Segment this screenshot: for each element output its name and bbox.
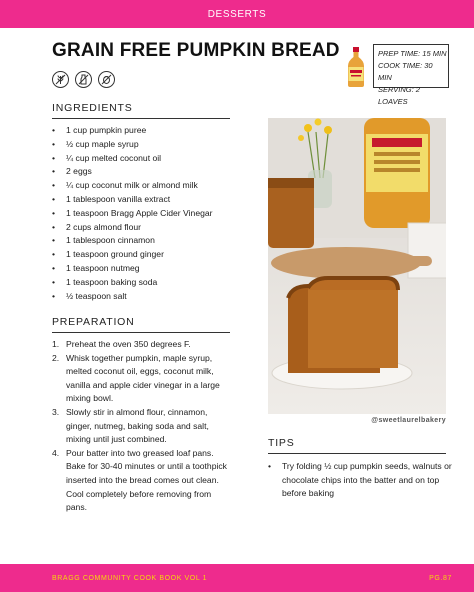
- step-number: 4.: [52, 447, 60, 458]
- step-item: [52, 338, 230, 352]
- step-number: 3.: [52, 406, 60, 417]
- list-item: • 2 eggs: [52, 165, 242, 179]
- serving: SERVING: 2 LOAVES: [378, 85, 420, 106]
- cook-time: COOK TIME: 30 MIN: [378, 61, 433, 82]
- prep-time: PREP TIME: 15 MIN: [378, 49, 447, 58]
- list-item: • ¼ cup melted coconut oil: [52, 152, 242, 166]
- recipe-meta-box: [373, 44, 449, 106]
- step-text: Slowly stir in almond flour, cinnamon, ginger, nutmeg, baking soda and salt, mixing until just combined.: [66, 406, 209, 445]
- grain-free-icon: [52, 71, 69, 88]
- page-footer: [0, 564, 474, 592]
- step-item: [52, 406, 230, 447]
- list-item: • ¼ cup coconut milk or almond milk: [52, 179, 242, 193]
- section-label: DESSERTS: [207, 8, 267, 20]
- recipe-title: GRAIN FREE PUMPKIN BREAD: [52, 40, 340, 61]
- tips-list: [268, 460, 453, 501]
- photo-credit: @sweetlaurelbakery: [371, 417, 446, 424]
- list-item: • 1 cup pumpkin puree: [52, 124, 242, 138]
- list-item: • 1 teaspoon nutmeg: [52, 262, 242, 276]
- tips-divider: [268, 453, 446, 454]
- list-item: • 1 teaspoon baking soda: [52, 276, 242, 290]
- step-text: Pour batter into two greased loaf pans. Bake for 30-40 minutes or until a toothpick inserted into the bread comes out clean. Cool completely before removing from pans.: [66, 447, 227, 513]
- list-item: • 1 teaspoon ground ginger: [52, 248, 242, 262]
- preparation-steps: [52, 338, 230, 515]
- step-number: 1.: [52, 339, 60, 349]
- diet-icons: [52, 71, 115, 88]
- list-item: • ½ cup maple syrup: [52, 138, 242, 152]
- preparation-divider: [52, 332, 230, 333]
- cookbook-title: BRAGG COMMUNITY COOK BOOK VOL 1: [52, 574, 208, 582]
- step-number: 2.: [52, 352, 60, 363]
- step-item: [52, 352, 230, 406]
- pumpkin-bread-photo: [268, 118, 446, 414]
- section-banner: [0, 0, 474, 28]
- step-item: [52, 447, 230, 515]
- ingredients-list: [52, 124, 242, 303]
- bottle-icon: [346, 47, 366, 92]
- list-item: • ½ teaspoon salt: [52, 290, 242, 304]
- step-text: Preheat the oven 350 degrees F.: [66, 339, 191, 349]
- page-number: PG.87: [429, 574, 452, 582]
- dairy-free-icon: [75, 71, 92, 88]
- list-item: • 2 cups almond flour: [52, 221, 242, 235]
- list-item: • 1 tablespoon cinnamon: [52, 234, 242, 248]
- ingredients-heading: INGREDIENTS: [52, 102, 133, 114]
- list-item: • 1 teaspoon Bragg Apple Cider Vinegar: [52, 207, 242, 221]
- nut-free-icon: [98, 71, 115, 88]
- tips-heading: TIPS: [268, 437, 295, 449]
- list-item: • 1 tablespoon vanilla extract: [52, 193, 242, 207]
- list-item: • Try folding ½ cup pumpkin seeds, walnuts or chocolate chips into the batter and on top before baking: [268, 460, 453, 501]
- step-text: Whisk together pumpkin, maple syrup, melted coconut oil, eggs, coconut milk, vanilla and apple cider vinegar in a large mixing bowl.: [66, 352, 220, 404]
- ingredients-divider: [52, 118, 230, 119]
- preparation-heading: PREPARATION: [52, 316, 135, 328]
